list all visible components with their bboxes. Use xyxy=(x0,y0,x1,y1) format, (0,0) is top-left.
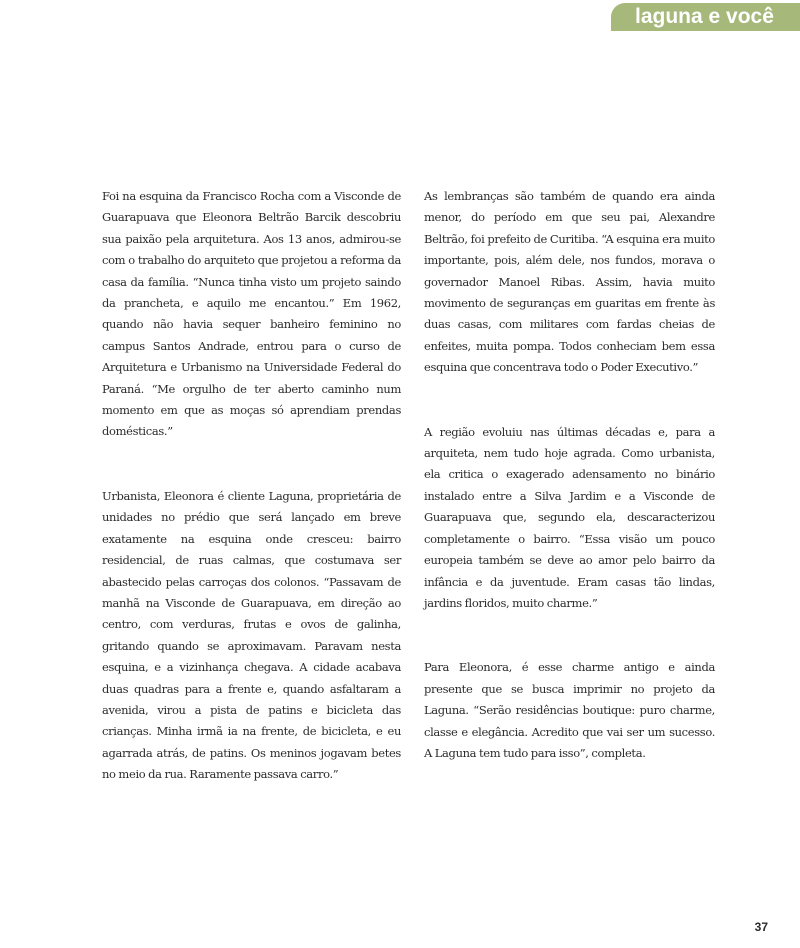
paragraph-gap xyxy=(424,379,715,422)
right-column xyxy=(424,186,715,764)
paragraph: As lembranças são também de quando era ainda menor, do período em que seu pai, Alexandre Beltrão, foi prefeito de Curitiba. “A esquina era muito importante, pois, além dele, nos fundos, morava o governador Manoel Ribas. Assim, havia muito movimento de seguranças em guaritas em frente às duas casas, com militares com fardas cheias de enfeites, muita pompa. Todos conheciam bem essa esquina que concentrava todo o Poder Executivo.” xyxy=(424,189,715,375)
paragraph: A região evoluiu nas últimas décadas e, para a arquiteta, nem tudo hoje agrada. Como urbanista, ela critica o exagerado adensamento no binário instalado entre a Silva Jardim e a Visconde de Guarapuava que, segundo ela, descaracterizou completamente o bairro. “Essa visão um pouco europeia também se deve ao amor pelo bairro da infância e da juventude. Eram casas tão lindas, jardins floridos, muito charme.” xyxy=(424,424,715,610)
section-tab: laguna e você xyxy=(611,3,800,31)
left-column xyxy=(102,186,401,786)
paragraph: Urbanista, Eleonora é cliente Laguna, proprietária de unidades no prédio que será lançado em breve exatamente na esquina onde cresceu: bairro residencial, de ruas calmas, que costumava ser abastecido pelas carroças dos colonos. “Passavam de manhã na Visconde de Guarapuava, em direção ao centro, com verduras, frutas e ovos de galinha, gritando quando se aproximavam. Paravam nesta esquina, e a vizinhança chegava. A cidade acabava duas quadras para a frente e, quando asfaltaram a avenida, virou a pista de patins e bicicleta das crianças. Minha irmã ia na frente, de bicicleta, e eu agarrada atrás, de patins. Os meninos jogavam betes no meio da rua. Raramente passava carro.” xyxy=(102,488,401,782)
page-number: 37 xyxy=(754,920,768,934)
paragraph-gap xyxy=(424,614,715,657)
paragraph: Para Eleonora, é esse charme antigo e ainda presente que se busca imprimir no projeto da Laguna. “Serão residências boutique: puro charme, classe e elegância. Acredito que vai ser um sucesso. A Laguna tem tudo para isso”, completa. xyxy=(424,660,715,760)
paragraph: Foi na esquina da Francisco Rocha com a Visconde de Guarapuava que Eleonora Beltrão Barcik descobriu sua paixão pela arquitetura. Aos 13 anos, admirou-se com o trabalho do arquiteto que projetou a reforma da casa da família. “Nunca tinha visto um projeto saindo da prancheta, e aquilo me encantou.” Em 1962, quando não havia sequer banheiro feminino no campus Santos Andrade, entrou para o curso de Arquitetura e Urbanismo na Universidade Federal do Paraná. “Me orgulho de ter aberto caminho num momento em que as moças só aprendiam prendas domésticas.” xyxy=(102,189,401,439)
paragraph-gap xyxy=(102,443,401,486)
